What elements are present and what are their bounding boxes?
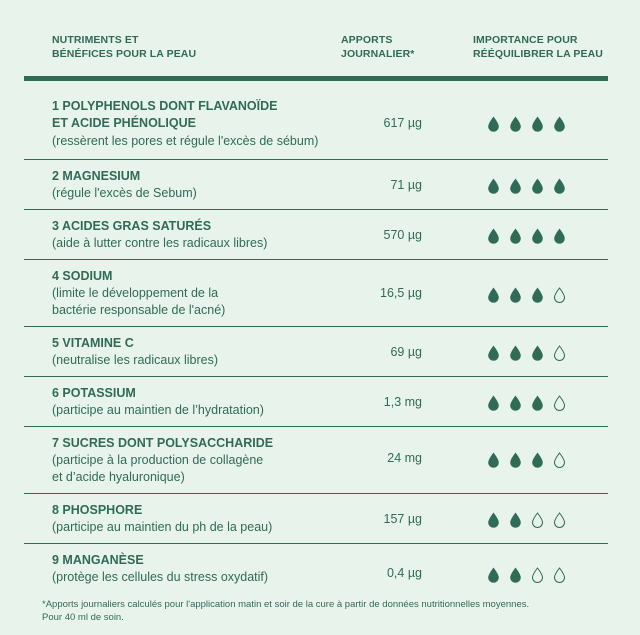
drop-filled-icon	[508, 345, 523, 361]
drop-outline-icon	[552, 567, 567, 583]
drop-filled-icon	[486, 345, 501, 361]
importance-rating	[486, 228, 567, 244]
footnote: *Apports journaliers calculés pour l'application matin et soir de la cure à partir de données nutritionnelles moyennes. Pour 40 ml de soin.	[42, 599, 530, 623]
nutrient-name: 2 MAGNESIUM	[52, 169, 141, 183]
drop-filled-icon	[530, 178, 545, 194]
drop-outline-icon	[552, 395, 567, 411]
nutrient-benefit: (aide à lutter contre les radicaux libres)	[52, 236, 268, 250]
daily-intake-value: 1,3 mg	[383, 395, 422, 409]
nutrient-benefit: (neutralise les radicaux libres)	[52, 353, 219, 367]
header-daily-intake: APPORTS JOURNALIER*	[341, 34, 415, 60]
importance-rating	[486, 287, 567, 303]
table-row	[24, 160, 608, 210]
drop-filled-icon	[486, 452, 501, 468]
drop-filled-icon	[508, 452, 523, 468]
drop-filled-icon	[530, 116, 545, 132]
daily-intake-value: 24 mg	[387, 451, 422, 465]
importance-rating	[486, 395, 567, 411]
importance-rating	[486, 567, 567, 583]
drop-filled-icon	[508, 395, 523, 411]
table-row	[24, 81, 608, 160]
daily-intake-value: 617 µg	[383, 116, 422, 130]
drop-outline-icon	[530, 512, 545, 528]
drop-filled-icon	[552, 116, 567, 132]
drop-outline-icon	[552, 345, 567, 361]
importance-rating	[486, 116, 567, 132]
drop-filled-icon	[486, 228, 501, 244]
nutrient-name: 6 POTASSIUM	[52, 386, 136, 400]
daily-intake-value: 0,4 µg	[386, 566, 422, 580]
table-row	[24, 494, 608, 544]
nutrient-benefit: (participe au maintien de l’hydratation)	[52, 403, 264, 417]
drop-filled-icon	[486, 178, 501, 194]
drop-filled-icon	[552, 178, 567, 194]
daily-intake-value: 570 µg	[383, 228, 422, 242]
daily-intake-value: 71 µg	[390, 178, 422, 192]
drop-filled-icon	[508, 116, 523, 132]
nutrient-benefit: (participe au maintien du ph de la peau)	[52, 520, 273, 534]
daily-intake-value: 16,5 µg	[380, 286, 422, 300]
drop-outline-icon	[552, 452, 567, 468]
importance-rating	[486, 452, 567, 468]
nutrient-name: 9 MANGANÈSE	[52, 553, 144, 567]
table-row	[24, 544, 608, 594]
drop-filled-icon	[530, 345, 545, 361]
nutrient-name: 8 PHOSPHORE	[52, 503, 143, 517]
importance-rating	[486, 178, 567, 194]
drop-filled-icon	[508, 512, 523, 528]
table-row	[24, 260, 608, 327]
drop-filled-icon	[530, 395, 545, 411]
drop-filled-icon	[486, 287, 501, 303]
nutrient-name: 3 ACIDES GRAS SATURÉS	[52, 219, 212, 233]
importance-rating	[486, 345, 567, 361]
header-importance: IMPORTANCE POUR RÉÉQUILIBRER LA PEAU	[473, 34, 603, 60]
drop-filled-icon	[486, 395, 501, 411]
table-row	[24, 427, 608, 494]
nutrient-benefit: (limite le développement de la bactérie responsable de l'acné)	[52, 286, 226, 317]
daily-intake-value: 157 µg	[383, 512, 422, 526]
drop-filled-icon	[530, 228, 545, 244]
nutrient-name: 4 SODIUM	[52, 269, 113, 283]
drop-filled-icon	[486, 567, 501, 583]
header-nutrients: NUTRIMENTS ET BÉNÉFICES POUR LA PEAU	[52, 34, 197, 60]
table-row	[24, 327, 608, 377]
drop-filled-icon	[530, 287, 545, 303]
drop-outline-icon	[552, 287, 567, 303]
drop-filled-icon	[508, 178, 523, 194]
drop-filled-icon	[508, 228, 523, 244]
drop-filled-icon	[486, 512, 501, 528]
drop-filled-icon	[552, 228, 567, 244]
nutrient-name: 1 POLYPHENOLS DONT FLAVANOÏDE ET ACIDE PHÉNOLIQUE	[52, 99, 278, 130]
table-row	[24, 377, 608, 427]
daily-intake-value: 69 µg	[390, 345, 422, 359]
drop-filled-icon	[530, 452, 545, 468]
drop-outline-icon	[530, 567, 545, 583]
nutrient-name: 7 SUCRES DONT POLYSACCHARIDE	[52, 436, 274, 450]
nutrient-benefit: (protège les cellules du stress oxydatif)	[52, 570, 269, 584]
nutrient-benefit: (participe à la production de collagène et d’acide hyaluronique)	[52, 453, 264, 484]
table-row	[24, 210, 608, 260]
drop-filled-icon	[486, 116, 501, 132]
drop-filled-icon	[508, 567, 523, 583]
nutrient-benefit: (régule l'excès de Sebum)	[52, 186, 197, 200]
importance-rating	[486, 512, 567, 528]
drop-filled-icon	[508, 287, 523, 303]
nutrient-benefit: (ressèrent les pores et régule l'excès de sébum)	[52, 134, 319, 148]
nutrient-name: 5 VITAMINE C	[52, 336, 134, 350]
drop-outline-icon	[552, 512, 567, 528]
